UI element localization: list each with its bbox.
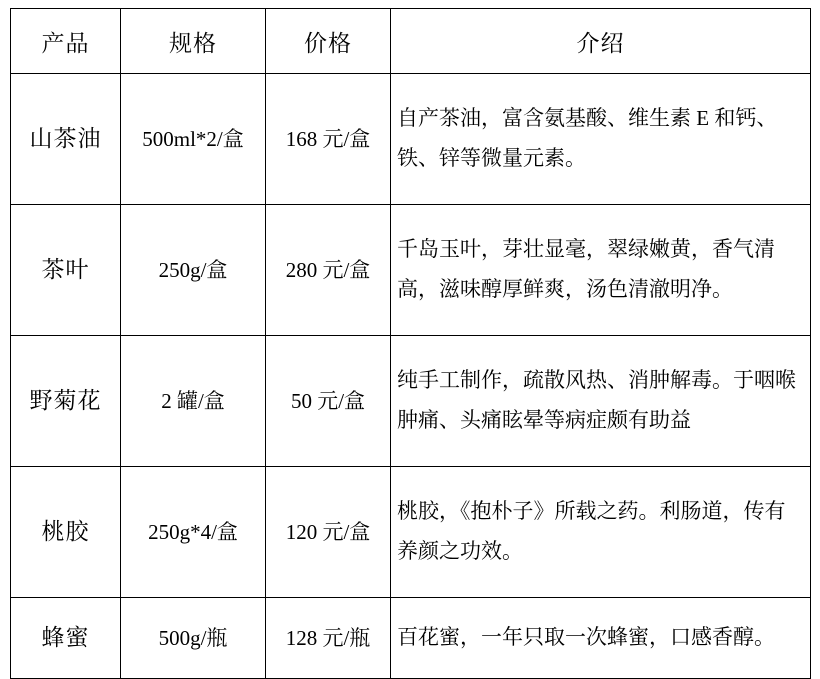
- cell-spec: 2 罐/盒: [121, 336, 266, 467]
- cell-price: 50 元/盒: [266, 336, 391, 467]
- cell-intro: 千岛玉叶，芽壮显毫，翠绿嫩黄，香气清高，滋味醇厚鲜爽，汤色清澈明净。: [391, 205, 811, 336]
- cell-spec: 500ml*2/盒: [121, 74, 266, 205]
- cell-price: 168 元/盒: [266, 74, 391, 205]
- cell-price: 280 元/盒: [266, 205, 391, 336]
- cell-product: 山茶油: [11, 74, 121, 205]
- table-header: [11, 9, 811, 74]
- cell-intro: 百花蜜，一年只取一次蜂蜜，口感香醇。: [391, 598, 811, 679]
- cell-spec: 250g/盒: [121, 205, 266, 336]
- cell-price: 128 元/瓶: [266, 598, 391, 679]
- cell-intro: 纯手工制作，疏散风热、消肿解毒。于咽喉肿痛、头痛眩晕等病症颇有助益: [391, 336, 811, 467]
- column-header-product: 产品: [11, 9, 121, 74]
- product-table: [10, 8, 811, 679]
- column-header-price: 价格: [266, 9, 391, 74]
- column-header-intro: 介绍: [391, 9, 811, 74]
- cell-spec: 500g/瓶: [121, 598, 266, 679]
- table-row: [11, 336, 811, 467]
- table-body: [11, 74, 811, 679]
- table-row: [11, 598, 811, 679]
- table-row: [11, 205, 811, 336]
- cell-spec: 250g*4/盒: [121, 467, 266, 598]
- cell-intro: 桃胶，《抱朴子》所载之药。利肠道，传有养颜之功效。: [391, 467, 811, 598]
- cell-price: 120 元/盒: [266, 467, 391, 598]
- table-row: [11, 74, 811, 205]
- column-header-spec: 规格: [121, 9, 266, 74]
- cell-product: 野菊花: [11, 336, 121, 467]
- table-header-row: [11, 9, 811, 74]
- cell-product: 蜂蜜: [11, 598, 121, 679]
- cell-intro: 自产茶油，富含氨基酸、维生素 E 和钙、铁、锌等微量元素。: [391, 74, 811, 205]
- cell-product: 茶叶: [11, 205, 121, 336]
- table-row: [11, 467, 811, 598]
- cell-product: 桃胶: [11, 467, 121, 598]
